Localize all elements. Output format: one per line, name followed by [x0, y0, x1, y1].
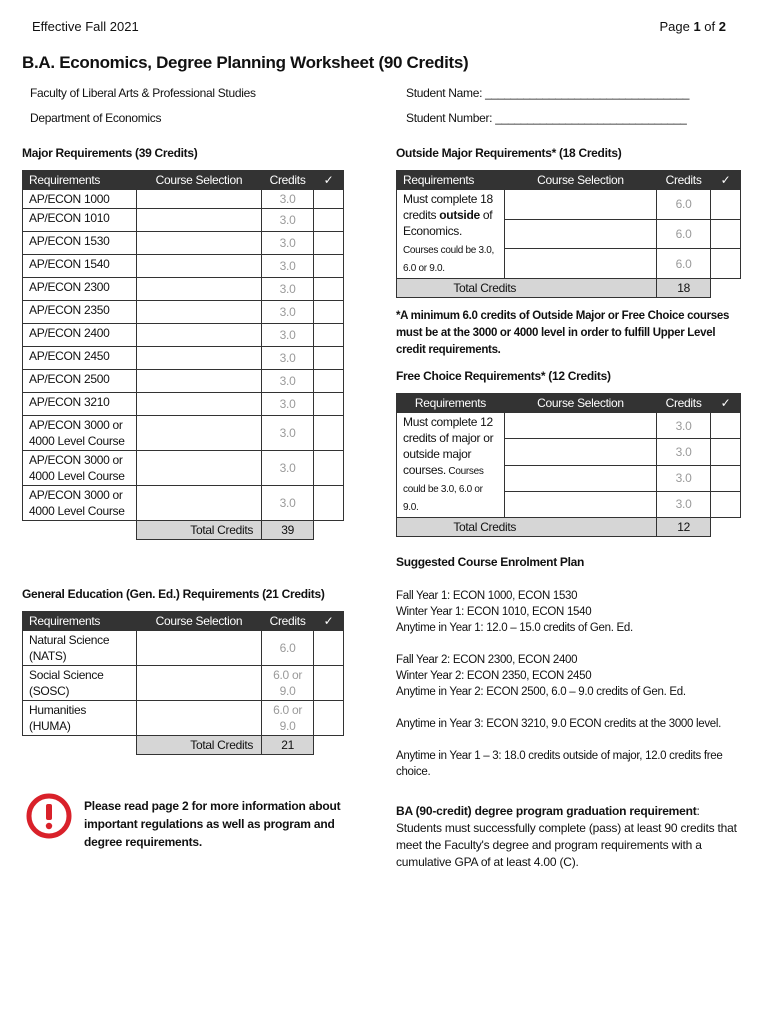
- plan-line: Fall Year 1: ECON 1000, ECON 1530: [396, 590, 578, 602]
- outside-table-header: [397, 171, 741, 190]
- table-row: [23, 631, 344, 666]
- check-cell[interactable]: [314, 393, 344, 416]
- total-value: 12: [657, 518, 711, 537]
- effective-date: Effective Fall 2021: [32, 19, 139, 34]
- free-row: [397, 413, 741, 439]
- check-cell[interactable]: [314, 347, 344, 370]
- course-selection-cell[interactable]: [136, 301, 261, 324]
- table-row: [23, 232, 344, 255]
- course-selection-cell[interactable]: [136, 190, 261, 209]
- course-selection-cell[interactable]: [504, 491, 656, 517]
- table-row: [23, 416, 344, 451]
- requirement-name: AP/ECON 3000 or 4000 Level Course: [23, 486, 137, 521]
- check-cell[interactable]: [314, 232, 344, 255]
- check-icon: ✓: [711, 394, 741, 413]
- grad-colon: :: [696, 804, 700, 818]
- credits-cell: 3.0: [262, 190, 314, 209]
- course-selection-cell[interactable]: [136, 486, 261, 521]
- outside-description: [397, 190, 505, 279]
- total-label: Total Credits: [397, 279, 657, 298]
- student-number-field[interactable]: Student Number: ______________________________: [406, 111, 687, 125]
- check-icon: ✓: [314, 612, 344, 631]
- outside-desc-bold: outside: [439, 208, 480, 222]
- free-total-row: [397, 518, 741, 537]
- check-cell[interactable]: [711, 413, 741, 439]
- plan-line: Anytime in Year 3: ECON 3210, 9.0 ECON credits at the 3000 level.: [396, 718, 722, 730]
- requirement-name: AP/ECON 1000: [23, 190, 137, 209]
- credits-cell: 6.0 or 9.0: [262, 666, 314, 701]
- page-title: B.A. Economics, Degree Planning Worksheet (90 Credits): [22, 53, 469, 72]
- outside-row: [397, 190, 741, 220]
- credits-cell: 3.0: [262, 393, 314, 416]
- credits-cell: 6.0 or 9.0: [262, 701, 314, 736]
- check-cell[interactable]: [314, 255, 344, 278]
- gened-table: [22, 611, 344, 755]
- col-credits: Credits: [657, 171, 711, 190]
- plan-block-2: [396, 652, 742, 700]
- col-course-selection: Course Selection: [504, 394, 656, 413]
- outside-total-row: [397, 279, 741, 298]
- department-name: Department of Economics: [30, 111, 162, 125]
- table-row: [23, 190, 344, 209]
- plan-heading: Suggested Course Enrolment Plan: [396, 555, 585, 569]
- check-icon: ✓: [314, 171, 344, 190]
- course-selection-cell[interactable]: [136, 631, 261, 666]
- requirement-name: AP/ECON 2300: [23, 278, 137, 301]
- total-value: 18: [657, 279, 711, 298]
- course-selection-cell[interactable]: [504, 219, 656, 249]
- col-credits: Credits: [657, 394, 711, 413]
- col-requirements: Requirements: [397, 394, 505, 413]
- course-selection-cell[interactable]: [504, 190, 656, 220]
- credits-cell: 3.0: [262, 232, 314, 255]
- course-selection-cell[interactable]: [504, 249, 656, 279]
- table-row: [23, 347, 344, 370]
- credits-cell: 3.0: [262, 278, 314, 301]
- gened-table-header: [23, 612, 344, 631]
- plan-block-4: [396, 748, 726, 780]
- credits-cell: 3.0: [262, 347, 314, 370]
- check-cell[interactable]: [314, 416, 344, 451]
- faculty-name: Faculty of Liberal Arts & Professional Studies: [30, 86, 256, 100]
- col-credits: Credits: [262, 612, 314, 631]
- free-heading: Free Choice Requirements* (12 Credits): [396, 369, 611, 383]
- check-cell[interactable]: [314, 701, 344, 736]
- credits-cell: 6.0: [657, 190, 711, 220]
- requirement-name: AP/ECON 3000 or 4000 Level Course: [23, 451, 137, 486]
- plan-line: Anytime in Year 2: ECON 2500, 6.0 – 9.0 credits of Gen. Ed.: [396, 686, 686, 698]
- gened-total-row: [23, 736, 344, 755]
- check-cell[interactable]: [711, 249, 741, 279]
- page-of: of: [700, 19, 719, 34]
- plan-block-3: [396, 716, 742, 732]
- check-icon: ✓: [711, 171, 741, 190]
- total-value: 21: [262, 736, 314, 755]
- table-row: [23, 255, 344, 278]
- total-label: Total Credits: [136, 736, 261, 755]
- outside-table: [396, 170, 741, 298]
- table-row: [23, 324, 344, 347]
- course-selection-cell[interactable]: [136, 255, 261, 278]
- credits-cell: 6.0: [657, 249, 711, 279]
- credits-cell: 3.0: [657, 439, 711, 465]
- plan-line: Winter Year 2: ECON 2350, ECON 2450: [396, 670, 592, 682]
- plan-line: Anytime in Year 1: 12.0 – 15.0 credits of Gen. Ed.: [396, 622, 633, 634]
- grad-text: Students must successfully complete (pass) at least 90 credits that meet the Faculty's degree and program requirements with a cumulative GPA of at least 4.00 (C).: [396, 821, 737, 869]
- table-row: [23, 701, 344, 736]
- credits-cell: 3.0: [657, 491, 711, 517]
- table-row: [23, 393, 344, 416]
- course-selection-cell[interactable]: [136, 370, 261, 393]
- check-cell[interactable]: [711, 439, 741, 465]
- col-credits: Credits: [262, 171, 314, 190]
- check-cell[interactable]: [314, 209, 344, 232]
- table-row: [23, 666, 344, 701]
- major-table: [22, 170, 344, 540]
- credits-cell: 3.0: [657, 413, 711, 439]
- major-heading: Major Requirements (39 Credits): [22, 146, 198, 160]
- credits-cell: 3.0: [262, 301, 314, 324]
- page-indicator: [659, 19, 726, 34]
- page-number: 1: [693, 19, 701, 34]
- check-cell[interactable]: [711, 219, 741, 249]
- requirement-name: AP/ECON 3210: [23, 393, 137, 416]
- course-selection-cell[interactable]: [136, 278, 261, 301]
- course-selection-cell[interactable]: [136, 416, 261, 451]
- credits-cell: 3.0: [262, 451, 314, 486]
- credits-cell: 3.0: [657, 465, 711, 491]
- total-label: Total Credits: [136, 521, 261, 540]
- credits-cell: 3.0: [262, 324, 314, 347]
- requirement-name: Social Science (SOSC): [23, 666, 137, 701]
- free-desc-small: Courses could be 3.0, 6.0 or 9.0.: [403, 466, 484, 513]
- course-selection-cell[interactable]: [504, 465, 656, 491]
- table-row: [23, 301, 344, 324]
- credits-cell: 3.0: [262, 416, 314, 451]
- requirement-name: AP/ECON 1010: [23, 209, 137, 232]
- check-cell[interactable]: [314, 631, 344, 666]
- check-cell[interactable]: [711, 190, 741, 220]
- credits-cell: 6.0: [657, 219, 711, 249]
- credits-cell: 3.0: [262, 370, 314, 393]
- total-value: 39: [262, 521, 314, 540]
- requirement-name: Humanities (HUMA): [23, 701, 137, 736]
- warning-text: Please read page 2 for more information about important regulations as well as program and degree requirements.: [84, 799, 341, 849]
- table-row: [23, 370, 344, 393]
- plan-line: Winter Year 1: ECON 1010, ECON 1540: [396, 606, 592, 618]
- course-selection-cell[interactable]: [136, 451, 261, 486]
- requirement-name: AP/ECON 2450: [23, 347, 137, 370]
- total-label: Total Credits: [397, 518, 657, 537]
- free-table: [396, 393, 741, 537]
- requirement-name: AP/ECON 1530: [23, 232, 137, 255]
- check-cell[interactable]: [314, 666, 344, 701]
- check-cell[interactable]: [314, 486, 344, 521]
- course-selection-cell[interactable]: [504, 413, 656, 439]
- grad-heading: BA (90-credit) degree program graduation requirement: [396, 804, 697, 818]
- major-table-header: [23, 171, 344, 190]
- page-prefix: Page: [659, 19, 694, 34]
- table-row: [23, 209, 344, 232]
- page-total: 2: [718, 19, 726, 34]
- course-selection-cell[interactable]: [136, 232, 261, 255]
- table-row: [23, 451, 344, 486]
- course-selection-cell[interactable]: [136, 324, 261, 347]
- plan-line: Anytime in Year 1 – 3: 18.0 credits outside of major, 12.0 credits free choice.: [396, 750, 723, 778]
- requirement-name: Natural Science (NATS): [23, 631, 137, 666]
- free-description: [397, 413, 505, 518]
- gened-heading: General Education (Gen. Ed.) Requirements (21 Credits): [22, 587, 325, 601]
- credits-cell: 3.0: [262, 255, 314, 278]
- check-cell[interactable]: [314, 301, 344, 324]
- col-requirements: Requirements: [23, 612, 137, 631]
- requirement-name: AP/ECON 2350: [23, 301, 137, 324]
- check-cell[interactable]: [711, 465, 741, 491]
- outside-desc-small: Courses could be 3.0, 6.0 or 9.0.: [403, 245, 494, 274]
- check-cell[interactable]: [314, 278, 344, 301]
- col-requirements: Requirements: [23, 171, 137, 190]
- credits-cell: 3.0: [262, 209, 314, 232]
- col-requirements: Requirements: [397, 171, 505, 190]
- graduation-requirement: [396, 803, 742, 871]
- outside-desc-a: Must complete 18 credits: [403, 192, 493, 222]
- course-selection-cell[interactable]: [136, 209, 261, 232]
- check-cell[interactable]: [711, 491, 741, 517]
- plan-block-1: [396, 588, 742, 636]
- course-selection-cell[interactable]: [136, 701, 261, 736]
- free-desc: Must complete 12 credits of major or outside major courses.: [403, 415, 494, 477]
- outside-heading: Outside Major Requirements* (18 Credits): [396, 146, 622, 160]
- outside-desc-b: of Economics.: [403, 208, 493, 238]
- student-name-field[interactable]: Student Name: ________________________________: [406, 86, 690, 100]
- requirement-name: AP/ECON 3000 or 4000 Level Course: [23, 416, 137, 451]
- free-table-header: [397, 394, 741, 413]
- course-selection-cell[interactable]: [136, 393, 261, 416]
- col-course-selection: Course Selection: [136, 171, 261, 190]
- credits-cell: 3.0: [262, 486, 314, 521]
- check-cell[interactable]: [314, 190, 344, 209]
- warning-icon: [26, 793, 72, 839]
- course-selection-cell[interactable]: [504, 439, 656, 465]
- requirement-name: AP/ECON 2400: [23, 324, 137, 347]
- check-cell[interactable]: [314, 370, 344, 393]
- check-cell[interactable]: [314, 324, 344, 347]
- requirement-name: AP/ECON 2500: [23, 370, 137, 393]
- plan-line: Fall Year 2: ECON 2300, ECON 2400: [396, 654, 578, 666]
- col-course-selection: Course Selection: [136, 612, 261, 631]
- table-row: [23, 278, 344, 301]
- major-total-row: [23, 521, 344, 540]
- credits-cell: 6.0: [262, 631, 314, 666]
- requirement-name: AP/ECON 1540: [23, 255, 137, 278]
- table-row: [23, 486, 344, 521]
- course-selection-cell[interactable]: [136, 666, 261, 701]
- check-cell[interactable]: [314, 451, 344, 486]
- course-selection-cell[interactable]: [136, 347, 261, 370]
- upper-level-note: *A minimum 6.0 credits of Outside Major or Free Choice courses must be at the 3000 or 4000 level in order to fulfill Upper Level credit requirements.: [396, 310, 730, 356]
- col-course-selection: Course Selection: [504, 171, 656, 190]
